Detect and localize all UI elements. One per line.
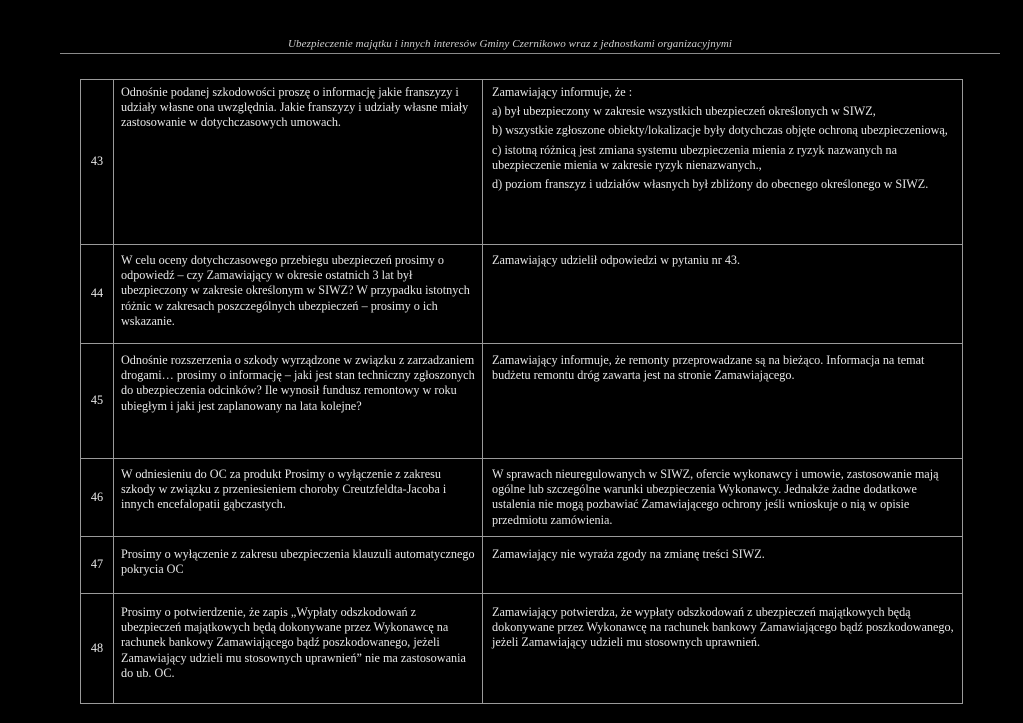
answer-line: Zamawiający potwierdza, że wypłaty odszkodowań z ubezpieczeń majątkowych będą dokonywane przez Wykonawcę na rachunek bankowy Zamawiającego bądź poszkodowanego, jeżeli Zamawiający udzieli mu stosownych uprawnień.: [492, 605, 954, 650]
answer-cell: [483, 459, 963, 537]
table-row: [81, 344, 963, 459]
question-text: Odnośnie podanej szkodowości proszę o informację jakie franszyzy i udziały własne ona uwzględnia. Jakie franszyzy i udziały własne miały zastosowanie w dotychczasowych umowach.: [121, 85, 469, 130]
answer-cell: [483, 80, 963, 245]
question-text: Odnośnie rozszerzenia o szkody wyrządzone w związku z zarzadzaniem drogami… prosimy o informację – jaki jest stan techniczny zgłoszonych do ubezpieczenia odcinków? Ile wynosił fundusz remontowy w roku ubiegłym i jaki jest zaplanowany na lata kolejne?: [121, 353, 475, 413]
row-number: 45: [81, 344, 114, 459]
header-divider: [60, 53, 1000, 54]
question-cell: [114, 459, 483, 537]
qa-table: [80, 79, 963, 704]
table-row: [81, 80, 963, 245]
page-header: [0, 38, 1023, 52]
question-text: Prosimy o potwierdzenie, że zapis „Wypłaty odszkodowań z ubezpieczeń majątkowych będą dokonywane przez Wykonawcę na rachunek bankowy Zamawiającego bądź poszkodowanego, jeżeli Zamawiający udzieli mu stosownych uprawnień” nie ma zastosowania do ub. OC.: [121, 605, 466, 680]
question-text: W celu oceny dotychczasowego przebiegu ubezpieczeń prosimy o odpowiedź – czy Zamawiający w okresie ostatnich 3 lat był ubezpieczony w zakresie określonym w SIWZ? W przypadku istotnych różnic w zakresach poszczególnych ubezpieczeń – prosimy o ich wskazanie.: [121, 253, 470, 328]
answer-cell: [483, 594, 963, 704]
row-number: 47: [81, 537, 114, 594]
question-cell: [114, 245, 483, 344]
header-title: Ubezpieczenie majątku i innych interesów Gminy Czernikowo wraz z jednostkami organizacyjnymi: [288, 38, 733, 50]
answer-line: Zamawiający udzielił odpowiedzi w pytaniu nr 43.: [492, 253, 741, 267]
answer-line: Zamawiający informuje, że :: [492, 85, 633, 99]
answer-line: d) poziom franszyz i udziałów własnych był zbliżony do obecnego określonego w SIWZ.: [492, 177, 929, 192]
row-number: 43: [81, 80, 114, 245]
answer-line: Zamawiający nie wyraża zgody na zmianę treści SIWZ.: [492, 547, 765, 561]
question-cell: [114, 537, 483, 594]
answer-cell: [483, 537, 963, 594]
answer-line: a) był ubezpieczony w zakresie wszystkich ubezpieczeń określonych w SIWZ,: [492, 104, 876, 119]
answer-cell: [483, 245, 963, 344]
row-number: 44: [81, 245, 114, 344]
table-row: [81, 594, 963, 704]
answer-line: Zamawiający informuje, że remonty przeprowadzane są na bieżąco. Informacja na temat budżetu remontu dróg zawarta jest na stronie Zamawiającego.: [492, 353, 925, 383]
answer-cell: [483, 344, 963, 459]
table-row: [81, 459, 963, 537]
answer-line: c) istotną różnicą jest zmiana systemu ubezpieczenia mienia z ryzyk nazwanych na ubezpieczenie mienia w zakresie ryzyk nienazwanych.,: [492, 142, 898, 172]
question-text: Prosimy o wyłączenie z zakresu ubezpieczenia klauzuli automatycznego pokrycia OC: [121, 547, 475, 577]
row-number: 46: [81, 459, 114, 537]
question-cell: [114, 344, 483, 459]
row-number: 48: [81, 594, 114, 704]
question-text: W odniesieniu do OC za produkt Prosimy o wyłączenie z zakresu szkody w związku z przeniesieniem choroby Creutzfeldta-Jacoba i innych encefalopatii gąbczastych.: [121, 467, 447, 512]
question-cell: [114, 80, 483, 245]
table-row: [81, 537, 963, 594]
answer-line: b) wszystkie zgłoszone obiekty/lokalizacje były dotychczas objęte ochroną ubezpieczeniową,: [492, 123, 948, 138]
answer-line: W sprawach nieuregulowanych w SIWZ, ofercie wykonawcy i umowie, zastosowanie mają ogólne lub szczególne warunki ubezpieczenia Wykonawcy. Jednakże żadne dodatkowe ustalenia nie mogą pozbawiać Zamawiającego ochrony jeśli wnioskuje o nią w opisie przedmiotu zamówienia.: [492, 467, 939, 527]
table-row: [81, 245, 963, 344]
question-cell: [114, 594, 483, 704]
